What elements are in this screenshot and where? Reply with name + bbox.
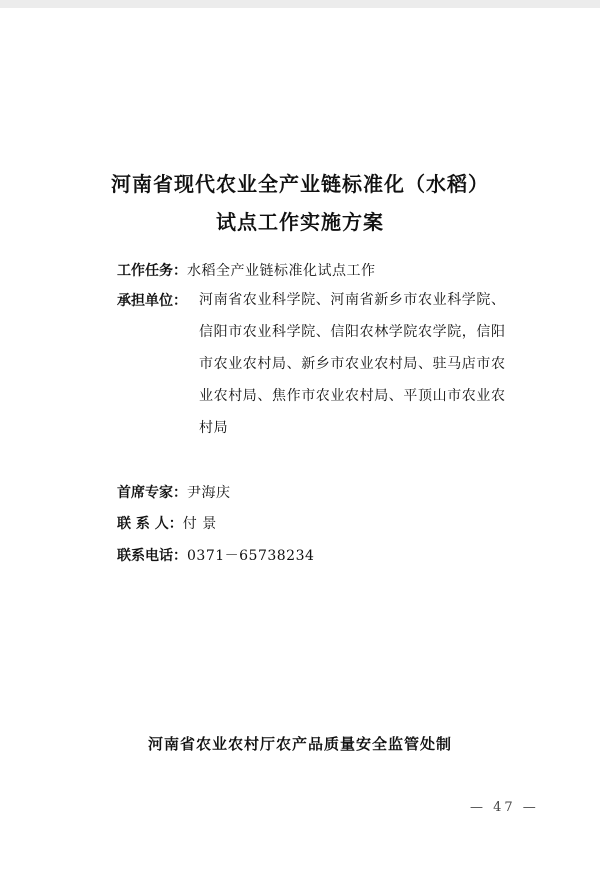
units-line: 市农业农村局、新乡市农业农村局、驻马店市农 [199, 356, 506, 372]
units-list [199, 290, 553, 450]
expert-row [117, 484, 231, 502]
document-page [0, 8, 600, 896]
phone-value: 0371－65738234 [187, 548, 315, 564]
units-line: 业农村局、焦作市农业农村局、平顶山市农业农 [199, 388, 506, 404]
phone-row [117, 547, 314, 565]
document-title-line1: 河南省现代农业全产业链标准化（水稻） [111, 172, 489, 196]
task-row [117, 262, 376, 280]
contact-label: 联 系 人： [117, 516, 183, 532]
contact-row [117, 515, 217, 533]
units-line: 河南省农业科学院、河南省新乡市农业科学院、 [199, 292, 506, 308]
contact-value: 付 景 [182, 516, 217, 532]
units-line: 村局 [199, 420, 229, 436]
document-title-line2: 试点工作实施方案 [216, 210, 384, 234]
issuing-organization: 河南省农业农村厅农产品质量安全监管处制 [147, 735, 452, 753]
phone-label: 联系电话： [117, 548, 187, 564]
expert-value: 尹海庆 [187, 485, 231, 501]
expert-label: 首席专家： [117, 485, 187, 501]
units-label-row [117, 292, 187, 310]
page-number: — 47 — [470, 800, 539, 815]
top-strip [0, 0, 600, 8]
units-label: 承担单位： [117, 293, 187, 309]
units-line: 信阳市农业科学院、信阳农林学院农学院，信阳 [199, 324, 506, 340]
task-label: 工作任务： [117, 263, 187, 279]
task-value: 水稻全产业链标准化试点工作 [187, 263, 376, 279]
